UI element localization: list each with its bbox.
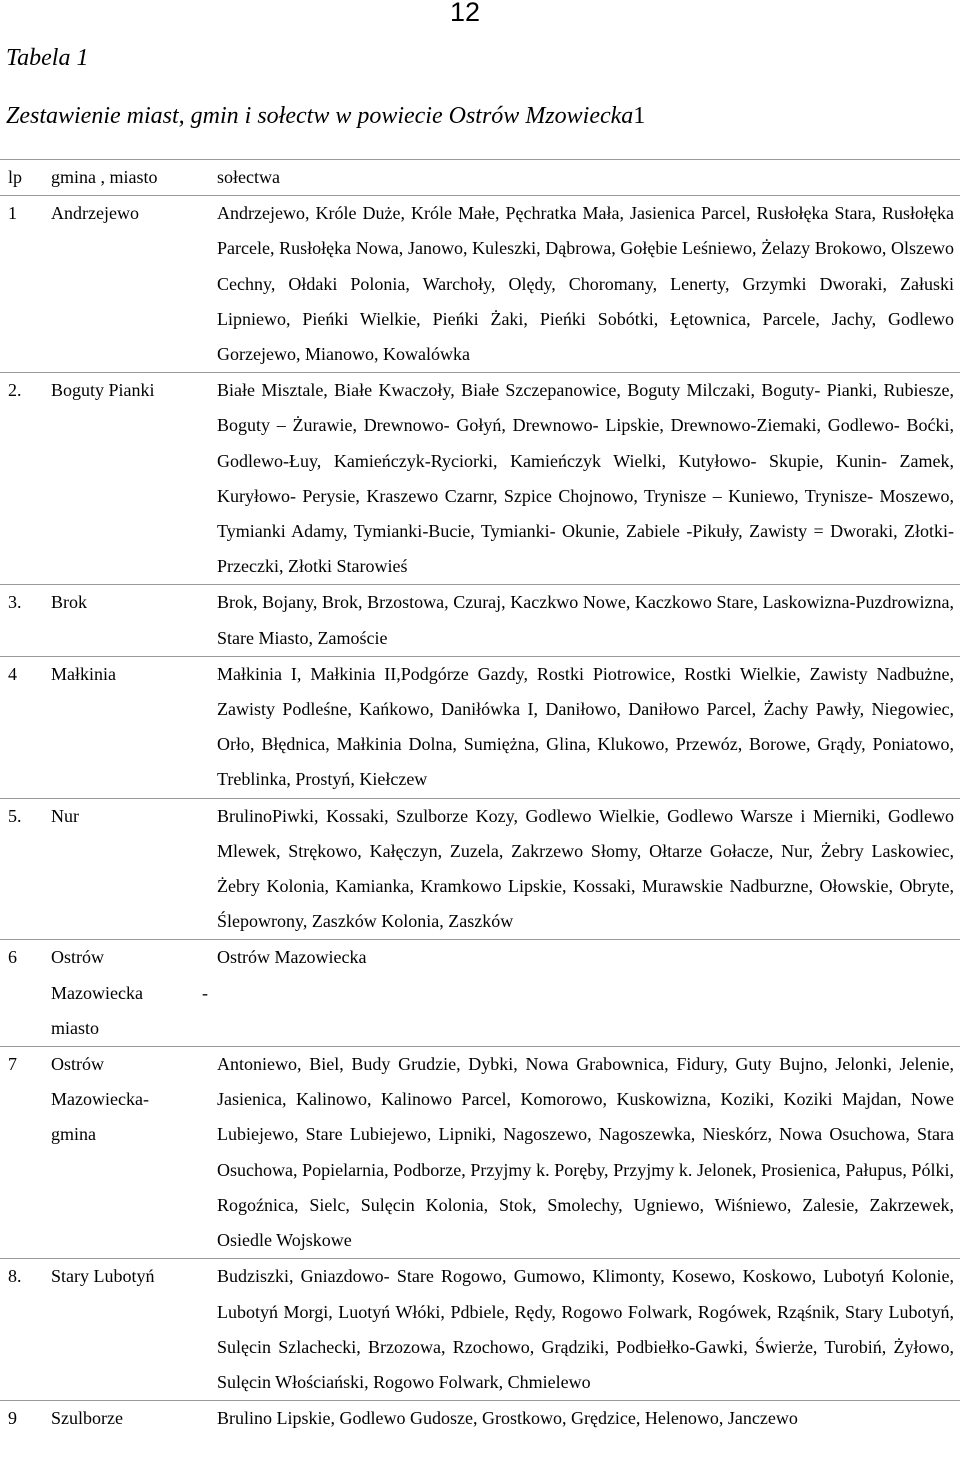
gmina-line: Ostrów	[51, 1054, 104, 1075]
row-lp: 6	[0, 940, 48, 1047]
table-row	[0, 1259, 960, 1401]
row-lp: 5.	[0, 798, 48, 940]
gmina-line: miasto	[51, 1017, 99, 1038]
header-gmina: gmina , miasto	[48, 160, 208, 196]
row-gmina: Stary Lubotyń	[48, 1259, 208, 1401]
row-gmina	[48, 940, 208, 1047]
row-solectwa: Brulino Lipskie, Godlewo Gudosze, Grostkowo, Grędzice, Helenowo, Janczewo	[208, 1401, 960, 1437]
regions-table	[0, 159, 960, 1436]
table-row	[0, 656, 960, 798]
row-lp: 2.	[0, 373, 48, 585]
page-number: 12	[450, 0, 481, 27]
header-lp: lp	[0, 160, 48, 196]
gmina-line: Ostrów	[51, 947, 104, 968]
table-title-text: Zestawienie miast, gmin i sołectw w powiecie Ostrów Mzowiecka	[6, 103, 634, 129]
table-row	[0, 940, 960, 1047]
gmina-line-part: -	[202, 982, 208, 1003]
table-caption: Tabela 1	[6, 45, 89, 71]
row-solectwa: Ostrów Mazowiecka	[208, 940, 960, 1047]
row-lp: 4	[0, 656, 48, 798]
row-gmina: Małkinia	[48, 656, 208, 798]
row-solectwa: Budziszki, Gniazdowo- Stare Rogowo, Gumowo, Klimonty, Kosewo, Koskowo, Lubotyń Kolonie, Lubotyń Morgi, Luotyń Włóki, Pdbiele, Rędy, Rogowo Folwark, Rogówek, Rząśnik, Stary Lubotyń, Sulęcin Szlachecki, Brzozowa, Rzochowo, Grądziki, Podbiełko-Gawki, Świerże, Turobiń, Żyłowo, Sulęcin Włościański, Rogowo Folwark, Chmielewo	[208, 1259, 960, 1401]
row-lp: 9	[0, 1401, 48, 1437]
row-solectwa: Białe Misztale, Białe Kwaczoły, Białe Szczepanowice, Boguty Milczaki, Boguty- Pianki, Rubiesze, Boguty – Żurawie, Drewnowo- Gołyń, Drewnowo- Lipskie, Drewnowo-Ziemaki, Godlewo- Boćki, Godlewo-Łuy, Kamieńczyk-Ryciorki, Kamieńczyk Wielki, Kutyłowo- Skupie, Kunin- Zamek, Kuryłowo- Perysie, Kraszewo Czarnr, Szpice Chojnowo, Trynisze – Kuniewo, Trynisze- Moszewo, Tymianki Adamy, Tymianki-Bucie, Tymianki- Okunie, Zabiele -Pikuły, Zawisty = Dworaki, Złotki- Przeczki, Złotki Starowieś	[208, 373, 960, 585]
row-solectwa: Małkinia I, Małkinia II,Podgórze Gazdy, Rostki Piotrowice, Rostki Wielkie, Zawisty Nadbużne, Zawisty Podleśne, Kańkowo, Daniłówka I, Daniłowo, Daniłowo Parcel, Żachy Pawły, Niegowiec, Orło, Błędnica, Małkinia Dolna, Sumiężna, Glina, Klukowo, Przewóz, Borowe, Grądy, Poniatowo, Treblinka, Prostyń, Kiełczew	[208, 656, 960, 798]
row-gmina: Brok	[48, 585, 208, 656]
title-footnote-marker: 1	[633, 103, 646, 129]
table-row	[0, 1401, 960, 1437]
table-row	[0, 585, 960, 656]
row-solectwa: Antoniewo, Biel, Budy Grudzie, Dybki, Nowa Grabownica, Fidury, Guty Bujno, Jelonki, Jelenie, Jasienica, Kalinowo, Kalinowo Parcel, Komorowo, Kuskowizna, Koziki, Koziki Majdan, Nowe Lubiejewo, Stare Lubiejewo, Lipniki, Nagoszewo, Nagoszewka, Nieskórz, Nowa Osuchowa, Stara Osuchowa, Popielarnia, Podborze, Przyjmy k. Poręby, Przyjmy k. Jelonek, Prosienica, Pałupus, Pólki, Rogoźnica, Sielc, Sulęcin Kolonia, Stok, Smolechy, Ugniewo, Wiśniewo, Zalesie, Zakrzewek, Osiedle Wojskowe	[208, 1047, 960, 1259]
gmina-line: Mazowiecka-	[51, 1089, 149, 1110]
row-gmina: Boguty Pianki	[48, 373, 208, 585]
gmina-line: gmina	[51, 1124, 96, 1145]
row-gmina: Nur	[48, 798, 208, 940]
table-header-row	[0, 160, 960, 196]
row-gmina: Andrzejewo	[48, 196, 208, 373]
row-lp: 1	[0, 196, 48, 373]
row-lp: 7	[0, 1047, 48, 1259]
row-solectwa: Brok, Bojany, Brok, Brzostowa, Czuraj, Kaczkwo Nowe, Kaczkowo Stare, Laskowizna-Puzdrowizna, Stare Miasto, Zamoście	[208, 585, 960, 656]
row-solectwa: Andrzejewo, Króle Duże, Króle Małe, Pęchratka Mała, Jasienica Parcel, Rusłołęka Stara, Rusłołęka Parcele, Rusłołęka Nowa, Janowo, Kuleszki, Dąbrowa, Gołębie Leśniewo, Żelazy Brokowo, Olszewo Cechny, Ołdaki Polonia, Warchoły, Olędy, Choromany, Lenerty, Grzymki Dworaki, Załuski Lipniewo, Pieńki Wielkie, Pieńki Żaki, Pieńki Sobótki, Łętownica, Parcele, Jachy, Godlewo Gorzejewo, Mianowo, Kowalówka	[208, 196, 960, 373]
row-gmina: Szulborze	[48, 1401, 208, 1437]
row-solectwa: BrulinoPiwki, Kossaki, Szulborze Kozy, Godlewo Wielkie, Godlewo Warsze i Mierniki, Godlewo Mlewek, Strękowo, Kałęczyn, Zuzela, Zakrzewo Słomy, Ołtarze Gołacze, Nur, Żebry Laskowiec, Żebry Kolonia, Kamianka, Kramkowo Lipskie, Kossaki, Murawskie Nadburzne, Ołowskie, Obryte, Ślepowrony, Zaszków Kolonia, Zaszków	[208, 798, 960, 940]
table-row	[0, 1047, 960, 1259]
header-solectwa: sołectwa	[208, 160, 960, 196]
row-lp: 8.	[0, 1259, 48, 1401]
table-row	[0, 196, 960, 373]
row-lp: 3.	[0, 585, 48, 656]
row-gmina	[48, 1047, 208, 1259]
table-row	[0, 798, 960, 940]
table-title	[6, 100, 645, 132]
gmina-line-part: Mazowiecka	[51, 982, 143, 1003]
table-row	[0, 373, 960, 585]
gmina-line	[51, 976, 208, 1011]
